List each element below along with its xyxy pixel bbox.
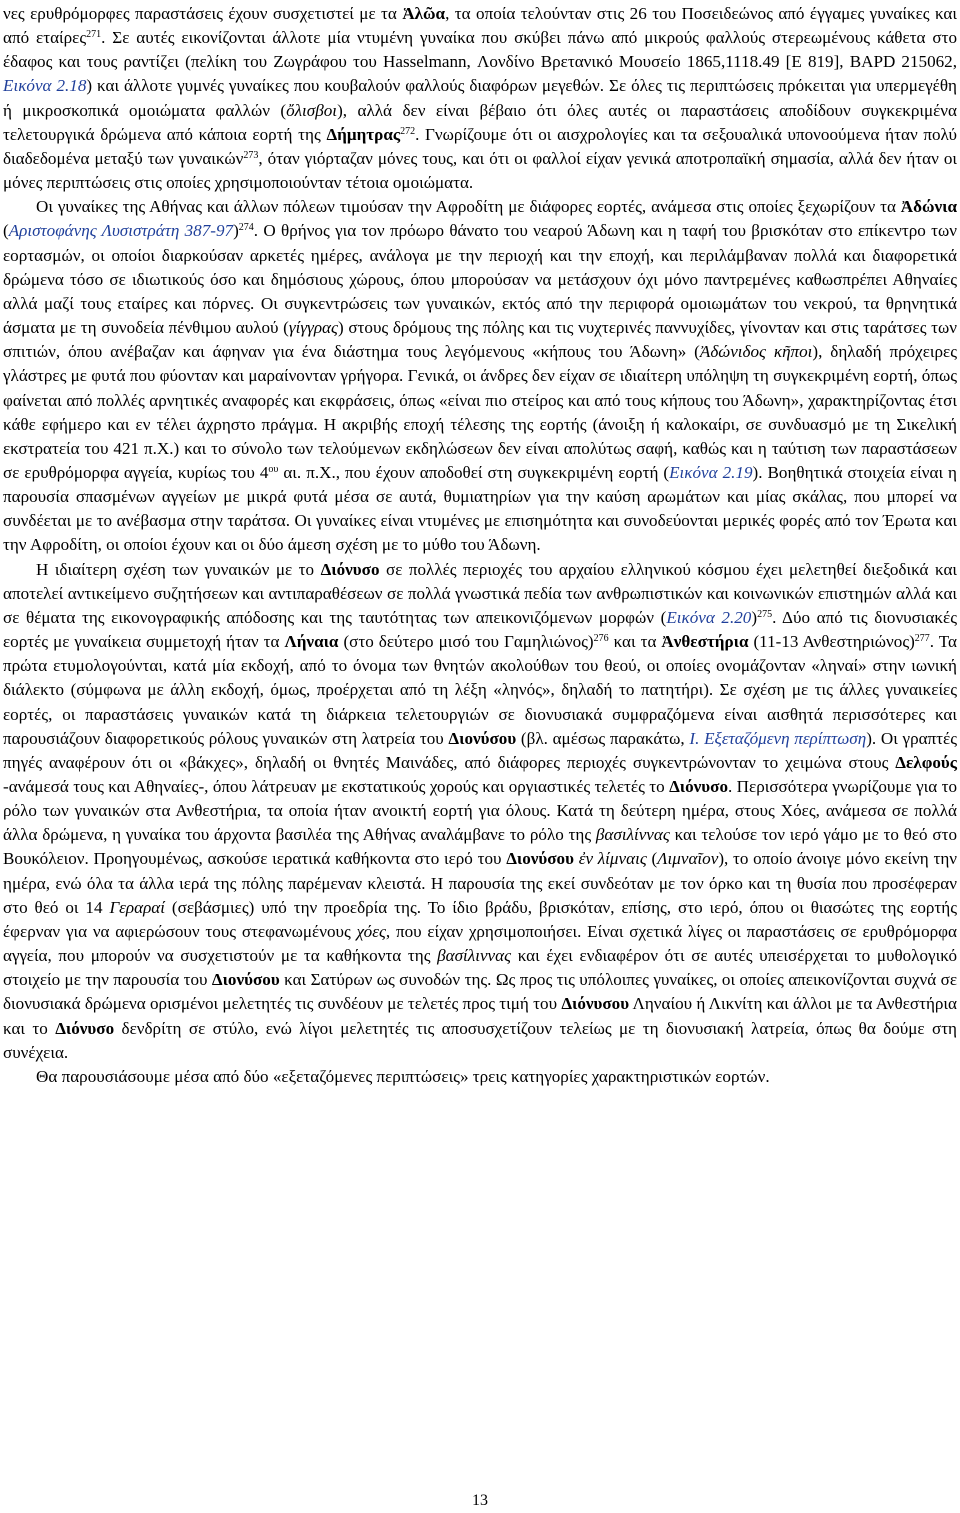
text-run: ) xyxy=(233,221,239,241)
italic-term: γίγγρας xyxy=(288,318,338,338)
bold-term: Διόνυσο xyxy=(320,559,380,579)
cross-reference-link[interactable]: Εικόνα 2.20 xyxy=(666,607,752,627)
text-run: Θα παρουσιάσουμε μέσα από δύο «εξεταζόμενες περιπτώσεις» τρεις κατηγορίες χαρακτηριστικών εορτών. xyxy=(36,1066,770,1086)
italic-term: ἐν λίμναις xyxy=(578,849,647,869)
footnote-marker: 276 xyxy=(593,633,609,645)
text-run: , που είχαν χρησιμοποιήσει. Είναι σχετικά λίγες οι παραστάσεις σε ερυθρόμορφα αγγεία, που μπορούν να συσχετιστούν με τα καθήκοντα της xyxy=(3,921,957,966)
footnote-marker: 275 xyxy=(757,608,773,620)
text-run: ( xyxy=(646,849,658,869)
footnote-marker: 271 xyxy=(86,29,102,41)
body-text xyxy=(3,2,957,1089)
text-run: (βλ. αμέσως παρακάτω, xyxy=(516,728,690,748)
footnote-marker: ου xyxy=(268,463,279,475)
italic-term: ὄλισβοι xyxy=(286,100,338,120)
text-run: δενδρίτη σε στύλο, ενώ λίγοι μελετητές τις αποσυσχετίζουν τελείως με τη διονυσιακή λατρεία, όπως θα δούμε στη συνέχεια. xyxy=(3,1018,957,1062)
bold-term: Διόνυσο xyxy=(669,777,728,796)
text-run: Οι γυναίκες της Αθήνας και άλλων πόλεων τιμούσαν την Αφροδίτη με διάφορες εορτές, ανάμεσα στις οποίες ξεχωρίζουν τα xyxy=(36,197,901,217)
text-run: . Τα πρώτα ετυμολογούνται, κατά μία εκδοχή, από το όνομα των θνητών ακολούθων του θεού, οι οποίες ονομάζονταν «ληναί» στην ιωνική διάλεκτο (σύμφωνα με άλλη εκδοχή, όμως, προέρχεται από τη λέξη «ληνός», δηλαδή το πατητήρι). Σε σχέση με τις άλλες γυναικείες εορτές, οι παραστάσεις γυναικών κατά τη διάρκεια τελετουργιών σε διονυσιακά συμφραζόμενα είναι αισθητά περισσότερες και παρουσιάζουν διαφορετικούς ρόλους γυναικών στη λατρεία του xyxy=(3,632,957,748)
text-run: ), το οποίο άνοιγε μόνο εκείνη την ημέρα, ενώ όλα τα άλλα ιερά της πόλης παρέμεναν κλειστά. Η παρουσία της εκεί συνδεόταν με τον όρκο και τη θυσία που προσέφεραν στο θεό οι 14 xyxy=(3,849,957,917)
paragraph xyxy=(3,2,957,195)
cross-reference-link[interactable]: Ι. Εξεταζόμενη περίπτωση xyxy=(689,728,867,748)
italic-term: Γεραραί xyxy=(109,897,166,917)
text-run: ). Οι γραπτές πηγές αναφέρουν ότι οι «βάκχες», δηλαδή οι θνητές Μαινάδες, από διάφορες περιοχές συγκεντρώνονταν το χειμώνα στους xyxy=(3,728,957,772)
cross-reference-link[interactable]: Εικόνα 2.18 xyxy=(3,76,87,96)
text-run: Η ιδιαίτερη σχέση των γυναικών με το xyxy=(36,559,321,579)
text-run: , τα οποία τελούνταν στις 26 του Ποσειδεώνος από έγγαμες γυναίκες και από εταίρες xyxy=(3,4,957,48)
bold-term: Δήμητρας xyxy=(326,124,401,144)
text-run: . Σε αυτές εικονίζονται άλλοτε μία ντυμένη γυναίκα που σκύβει πάνω από μικρούς φαλλούς στερεωμένους κάθετα στο έδαφος και τους ραντίζει (πελίκη του Ζωγράφου του Hasselmann, Λονδίνο Βρετανικό Μουσείο 1865,1118.49 [E 819], BAPD 215062, xyxy=(3,28,957,72)
text-run: . Ο θρήνος για τον πρόωρο θάνατο του νεαρού Άδωνη και η ταφή του βρισκόταν στο επίκεντρο των εορτασμών, οι οποίοι διαρκούσαν αρκετές ημέρες, ανάλογα με την περιοχή και την εποχή, και περιλάμβαναν πολλά και διαφορετικά δρώμενα τόσο σε ιδιωτικούς όσο και δημόσιους χώρους, όπου μπορούσαν να μετάσχουν όχι μόνο παντρεμένες καθωσπρέπει Αθηναίες αλλά μαζί τους εταίρες και πόρνες. Οι συγκεντρώσεις των γυναικών, εκτός από την περιφορά ομοιωμάτων του νεκρού, τα θρηνητικά άσματα με τη συνοδεία πένθιμου αυλού ( xyxy=(3,221,957,338)
bold-term: Διονύσου xyxy=(211,970,280,990)
text-run: , όταν γιόρταζαν μόνες τους, και ότι οι φαλλοί είχαν γενικά αποτροπαϊκή σημασία, αλλά δεν ήταν οι μόνες περιπτώσεις στις οποίες χρησιμοποιούνταν τέτοια ομοιώματα. xyxy=(3,148,957,193)
text-run: και τα xyxy=(608,632,662,652)
text-run: (σεβάσμιες) υπό την προεδρία της. Το ίδιο βράδυ, βρισκόταν, επίσης, στο ιερό, όπου οι θιασώτες της εορτής έφερναν για να αφιερώσουν τους στεφανωμένους xyxy=(3,897,957,941)
text-run: . Περισσότερα γνωρίζουμε για το ρόλο των γυναικών στα Ανθεστήρια, τα οποία ήταν ανοικτή εορτή για όλους. Κατά τη δεύτερη ημέρα, στους Χόες, ανάμεσα σε πολλά άλλα δρώμενα, η γυναίκα του άρχοντα βασιλέα της Αθήνας αναλάμβανε το ρόλο της xyxy=(3,777,957,845)
bold-term: Ἀνθεστήρια xyxy=(661,632,749,652)
italic-term: Λιμναῖον xyxy=(657,849,719,869)
text-run: ) στους δρόμους της πόλης και τις νυχτερινές παννυχίδες, γίνονταν και στις ταράτσες των σπιτιών, όπου ανέβαζαν και άφηναν για ένα διάστημα τους λεγόμενους «κήπους του Άδωνη» ( xyxy=(3,318,958,362)
bold-term: Δελφούς xyxy=(895,752,957,772)
footnote-marker: 274 xyxy=(238,222,254,234)
text-run: νες ερυθρόμορφες παραστάσεις έχουν συσχετιστεί με τα xyxy=(3,4,403,23)
text-run: Ληναίου ή Λικνίτη και άλλοι με τα Ανθεστήρια και το xyxy=(3,994,957,1038)
text-run: αι. π.Χ., που έχουν αποδοθεί στη συγκεκριμένη εορτή ( xyxy=(278,462,670,482)
italic-term: βασίλιννας xyxy=(437,946,512,966)
cross-reference-link[interactable]: Εικόνα 2.19 xyxy=(669,462,753,482)
footnote-marker: 277 xyxy=(914,633,930,645)
text-run: και έχει ενδιαφέρον ότι σε αυτές υπεισέρχεται το μυθολογικό στοιχείο με την παρουσία του xyxy=(3,946,957,990)
italic-term: χόες xyxy=(356,921,386,941)
text-run: ), αλλά δεν είναι βέβαιο ότι όλες αυτές οι παραστάσεις αποδίδουν συγκεκριμένα τελετουργικά δρώμενα από κάποια εορτή της xyxy=(3,100,957,144)
text-run: σε πολλές περιοχές του αρχαίου ελληνικού κόσμου έχει μελετηθεί διεξοδικά και αποτελεί αντικείμενο συζητήσεων και αντιπαραθέσεων σε πολλά γνωστικά πεδία των ανθρωπιστικών και κοινωνικών επιστημών αλλά και σε θέματα της εικονογραφικής απόδοσης και της ταυτότητας των απεικονιζόμενων μορφών ( xyxy=(3,559,957,627)
page-number: 13 xyxy=(472,1492,488,1509)
text-run: και Σατύρων ως συνοδών της. Ως προς τις υπόλοιπες γυναίκες, οι οποίες απεικονίζονται συχνά σε διονυσιακά δρώμενα ορισμένοι μελετητές τις συνδέουν με τελετές προς τιμή του xyxy=(3,970,957,1014)
footnote-marker: 273 xyxy=(243,149,259,161)
bold-term: Ἀδώνια xyxy=(900,197,957,217)
cross-reference-link[interactable]: Αριστοφάνης Λυσιστράτη 387-97 xyxy=(8,221,234,241)
text-run: . Γνωρίζουμε ότι οι αισχρολογίες και τα σεξουαλικά υπονοούμενα ήταν πολύ διαδεδομένα μεταξύ των γυναικών xyxy=(3,124,957,168)
text-run: (στο δεύτερο μισό του Γαμηλιώνος) xyxy=(338,632,594,652)
bold-term: Διονύσου xyxy=(506,849,574,869)
bold-term: Διόνυσο xyxy=(55,1018,115,1038)
text-run: (11-13 Ανθεστηριώνος) xyxy=(748,632,915,652)
bold-term: Ἁλῶα xyxy=(402,4,446,23)
text-run: -ανάμεσά τους και Αθηναίες-, όπου λάτρευαν με εκστατικούς χορούς και οργιαστικές τελετές το xyxy=(3,777,670,796)
text-run: ) xyxy=(751,607,758,627)
text-run: . Δύο από τις διονυσιακές εορτές με γυναίκεια συμμετοχή ήταν τα xyxy=(3,607,957,652)
text-run: ), δηλαδή πρόχειρες γλάστρες με φυτά που φύονταν και μαραίνονταν γρήγορα. Γενικά, οι άνδρες δεν είχαν σε ιδιαίτερη υπόληψη τη συγκεκριμένη εορτή, όπως φαίνεται από πολλές αρνητικές αναφορές και εκφράσεις, όπως «είναι πιο στείρος και από τους κήπους του Άδωνη», χαρακτηρίζοντας έτσι κάθε εφήμερο και εν τέλει άχρηστο πράγμα. Η ακριβής εποχή τέλεσης της εορτής (άνοιξη ή καλοκαίρι, σε συνδυασμό με τη Σικελική εκστρατεία του 421 π.Χ.) και το σύνολο των τελούμενων εκδηλώσεων δεν είναι απολύτως σαφή, καθώς και η ταύτιση των παραστάσεων σε ερυθρόμορφα αγγεία, κυρίως του 4 xyxy=(3,342,957,482)
footnote-marker: 272 xyxy=(400,125,416,137)
italic-term: Ἀδώνιδος κῆποι xyxy=(699,342,813,362)
text-run: ( xyxy=(3,221,9,241)
bold-term: Λήναια xyxy=(284,632,339,652)
bold-term: Διόνυσου xyxy=(561,994,630,1014)
text-run: και τελούσε τον ιερό γάμο με το θεό στο Βουκόλειον. Προηγουμένως, ασκούσε ιερατικά καθήκοντα στο ιερό του xyxy=(3,825,957,869)
text-run: ). Βοηθητικά στοιχεία είναι η παρουσία σπασμένων αγγείων με μικρά φυτά μέσα σε αυτά, θυμιατηρίων για την καύση αρωμάτων και μίας σκάλας, που μπορεί να συνδέεται με το ανέβασμα στην ταράτσα. Οι γυναίκες είναι ντυμένες με επισημότητα και συνοδεύονται μερικές φορές από τον Έρωτα και την Αφροδίτη, οι οποίοι έχουν και οι δύο άμεση σχέση με το μύθο του Άδωνη. xyxy=(3,462,957,555)
text-run: ) και άλλοτε γυμνές γυναίκες που κουβαλούν φαλλούς διαφόρων μεγεθών. Σε όλες τις περιπτώσεις πρόκειται για υπερμεγέθη ή μικροσκοπικά ομοιώματα φαλλών ( xyxy=(3,76,957,120)
paragraph xyxy=(3,195,957,557)
bold-term: Διονύσου xyxy=(448,728,517,748)
paragraph xyxy=(3,558,957,1065)
paragraph xyxy=(3,1065,957,1089)
italic-term: βασιλίννας xyxy=(595,825,670,845)
